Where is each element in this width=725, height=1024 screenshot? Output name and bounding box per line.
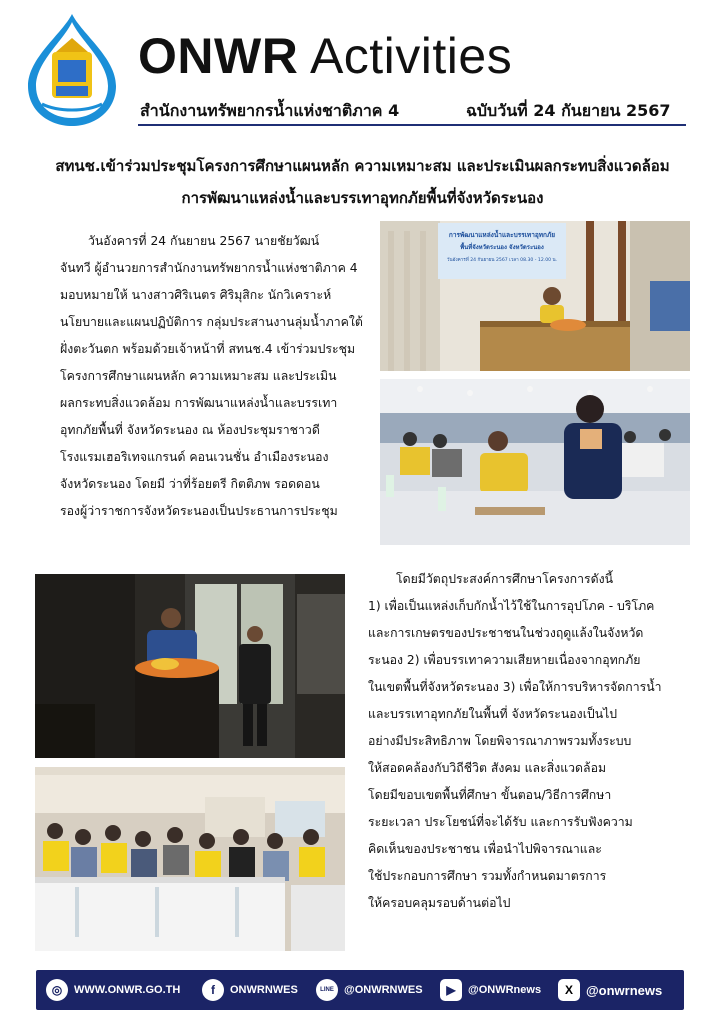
photo-presiding-speaker — [380, 221, 690, 371]
paragraph-line: อย่างมีประสิทธิภาพ โดยพิจารณาภาพรวมทั้งระบบ — [368, 734, 632, 748]
paragraph-line: วันอังคารที่ 24 กันยายน 2567 นายชัยวัฒน์ — [88, 234, 320, 248]
x-icon: X — [558, 979, 580, 1001]
paragraph-line: ระยะเวลา ประโยชน์ที่จะได้รับ และการรับฟังความ — [368, 815, 633, 829]
title-brand: ONWR — [138, 28, 299, 84]
paragraph-line: และการเกษตรของประชาชนในช่วงฤดูแล้งในจังหวัด — [368, 626, 644, 640]
footer-youtube[interactable] — [440, 970, 541, 1010]
paragraph-line: จังหวัดระนอง โดยมี ว่าที่ร้อยตรี กิตติภพ รอดดอน — [60, 477, 320, 491]
footer-facebook[interactable] — [202, 970, 298, 1010]
youtube-icon: ▶ — [440, 979, 462, 1001]
line-icon: LINE — [316, 979, 338, 1001]
paragraph-line: และบรรเทาอุทกภัยในพื้นที่ จังหวัดระนองเป็นไป — [368, 707, 618, 721]
footer-x[interactable] — [558, 970, 662, 1010]
paragraph-line: โรงแรมเฮอริเทจแกรนด์ คอนเวนชั่น อำเมืองระนอง — [60, 450, 329, 464]
paragraph-line: ให้ครอบคลุมรอบด้านต่อไป — [368, 896, 511, 910]
onwr-logo — [22, 12, 122, 130]
headline-line-2: การพัฒนาแหล่งน้ำและบรรเทาอุทกภัยพื้นที่จังหวัดระนอง — [181, 189, 544, 207]
paragraph-line: อุทกภัยพื้นที่ จังหวัดระนอง ณ ห้องประชุมราชาวดี — [60, 423, 320, 437]
article-paragraph-2 — [368, 566, 690, 917]
facebook-icon: f — [202, 979, 224, 1001]
banner-text-1: การพัฒนาแหล่งน้ำและบรรเทาอุทกภัย — [448, 231, 556, 239]
paragraph-line: 1) เพื่อเป็นแหล่งเก็บกักน้ำไว้ใช้ในการอุปโภค - บริโภค — [368, 599, 655, 613]
paragraph-line: ให้สอดคล้องกับวิถีชีวิต สังคม และสิ่งแวดล้อม — [368, 761, 607, 775]
line-label: @ONWRNWES — [344, 984, 423, 996]
photo-staff-attending — [380, 379, 690, 545]
website-label: WWW.ONWR.GO.TH — [74, 984, 181, 996]
headline-line-1: สทนช.เข้าร่วมประชุมโครงการศึกษาแผนหลัก ความเหมาะสม และประเมินผลกระทบสิ่งแวดล้อม — [55, 157, 670, 175]
globe-icon: ◎ — [46, 979, 68, 1001]
paragraph-line: ใช้ประกอบการศึกษา รวมทั้งกำหนดมาตรการ — [368, 869, 607, 883]
facebook-label: ONWRNWES — [230, 984, 298, 996]
photo-meeting-audience — [35, 767, 345, 951]
paragraph-line: โครงการศึกษาแผนหลัก ความเหมาะสม และประเมิน — [60, 369, 337, 383]
paragraph-line: ฝั่งตะวันตก พร้อมด้วยเจ้าหน้าที่ สทนช.4 เข้าร่วมประชุม — [60, 342, 356, 356]
paragraph-line: จันทวี ผู้อำนวยการสำนักงานทรัพยากรน้ำแห่งชาติภาค 4 — [60, 261, 358, 275]
footer-website[interactable] — [46, 970, 180, 1010]
office-name: สำนักงานทรัพยากรน้ำแห่งชาติภาค 4 — [140, 101, 400, 120]
header-rule — [138, 124, 686, 126]
paragraph-line: มอบหมายให้ นางสาวศิริเนตร ศิริมุสิกะ นักวิเคราะห์ — [60, 288, 332, 302]
x-label: @onwrnews — [586, 982, 663, 998]
youtube-label: @ONWRnews — [468, 984, 542, 996]
paragraph-line: รองผู้ว่าราชการจังหวัดระนองเป็นประธานการประชุม — [60, 504, 338, 518]
paragraph-line: ในเขตพื้นที่จังหวัดระนอง 3) เพื่อให้การบริหารจัดการน้ำ — [368, 680, 662, 694]
issue-date: ฉบับวันที่ 24 กันยายน 2567 — [466, 101, 671, 120]
paragraph-line: โดยมีขอบเขตพื้นที่ศึกษา ขั้นตอน/วิธีการศึกษา — [368, 788, 612, 802]
paragraph-line: นโยบายและแผนปฏิบัติการ กลุ่มประสานงานลุ่มน้ำภาคใต้ — [60, 315, 363, 329]
page-title — [138, 30, 512, 82]
paragraph-line: คิดเห็นของประชาชน เพื่อนำไปพิจารณาและ — [368, 842, 602, 856]
banner-text-2: พื้นที่จังหวัดระนอง จังหวัดระนอง — [460, 244, 544, 251]
banner-text-3: วันอังคารที่ 24 กันยายน 2567 เวลา 08.30 - 12.00 น. — [446, 258, 558, 263]
article-paragraph-1 — [60, 228, 368, 525]
title-rest: Activities — [298, 28, 513, 84]
paragraph-line: ระนอง 2) เพื่อบรรเทาความเสียหายเนื่องจากอุทกภัย — [368, 653, 641, 667]
footer-bar — [36, 970, 684, 1010]
paragraph-line: โดยมีวัตถุประสงค์การศึกษาโครงการดังนี้ — [396, 572, 613, 586]
photo-podium-speaker — [35, 574, 345, 758]
footer-line[interactable] — [316, 970, 423, 1010]
paragraph-line: ผลกระทบสิ่งแวดล้อม การพัฒนาแหล่งน้ำและบรรเทา — [60, 396, 338, 410]
